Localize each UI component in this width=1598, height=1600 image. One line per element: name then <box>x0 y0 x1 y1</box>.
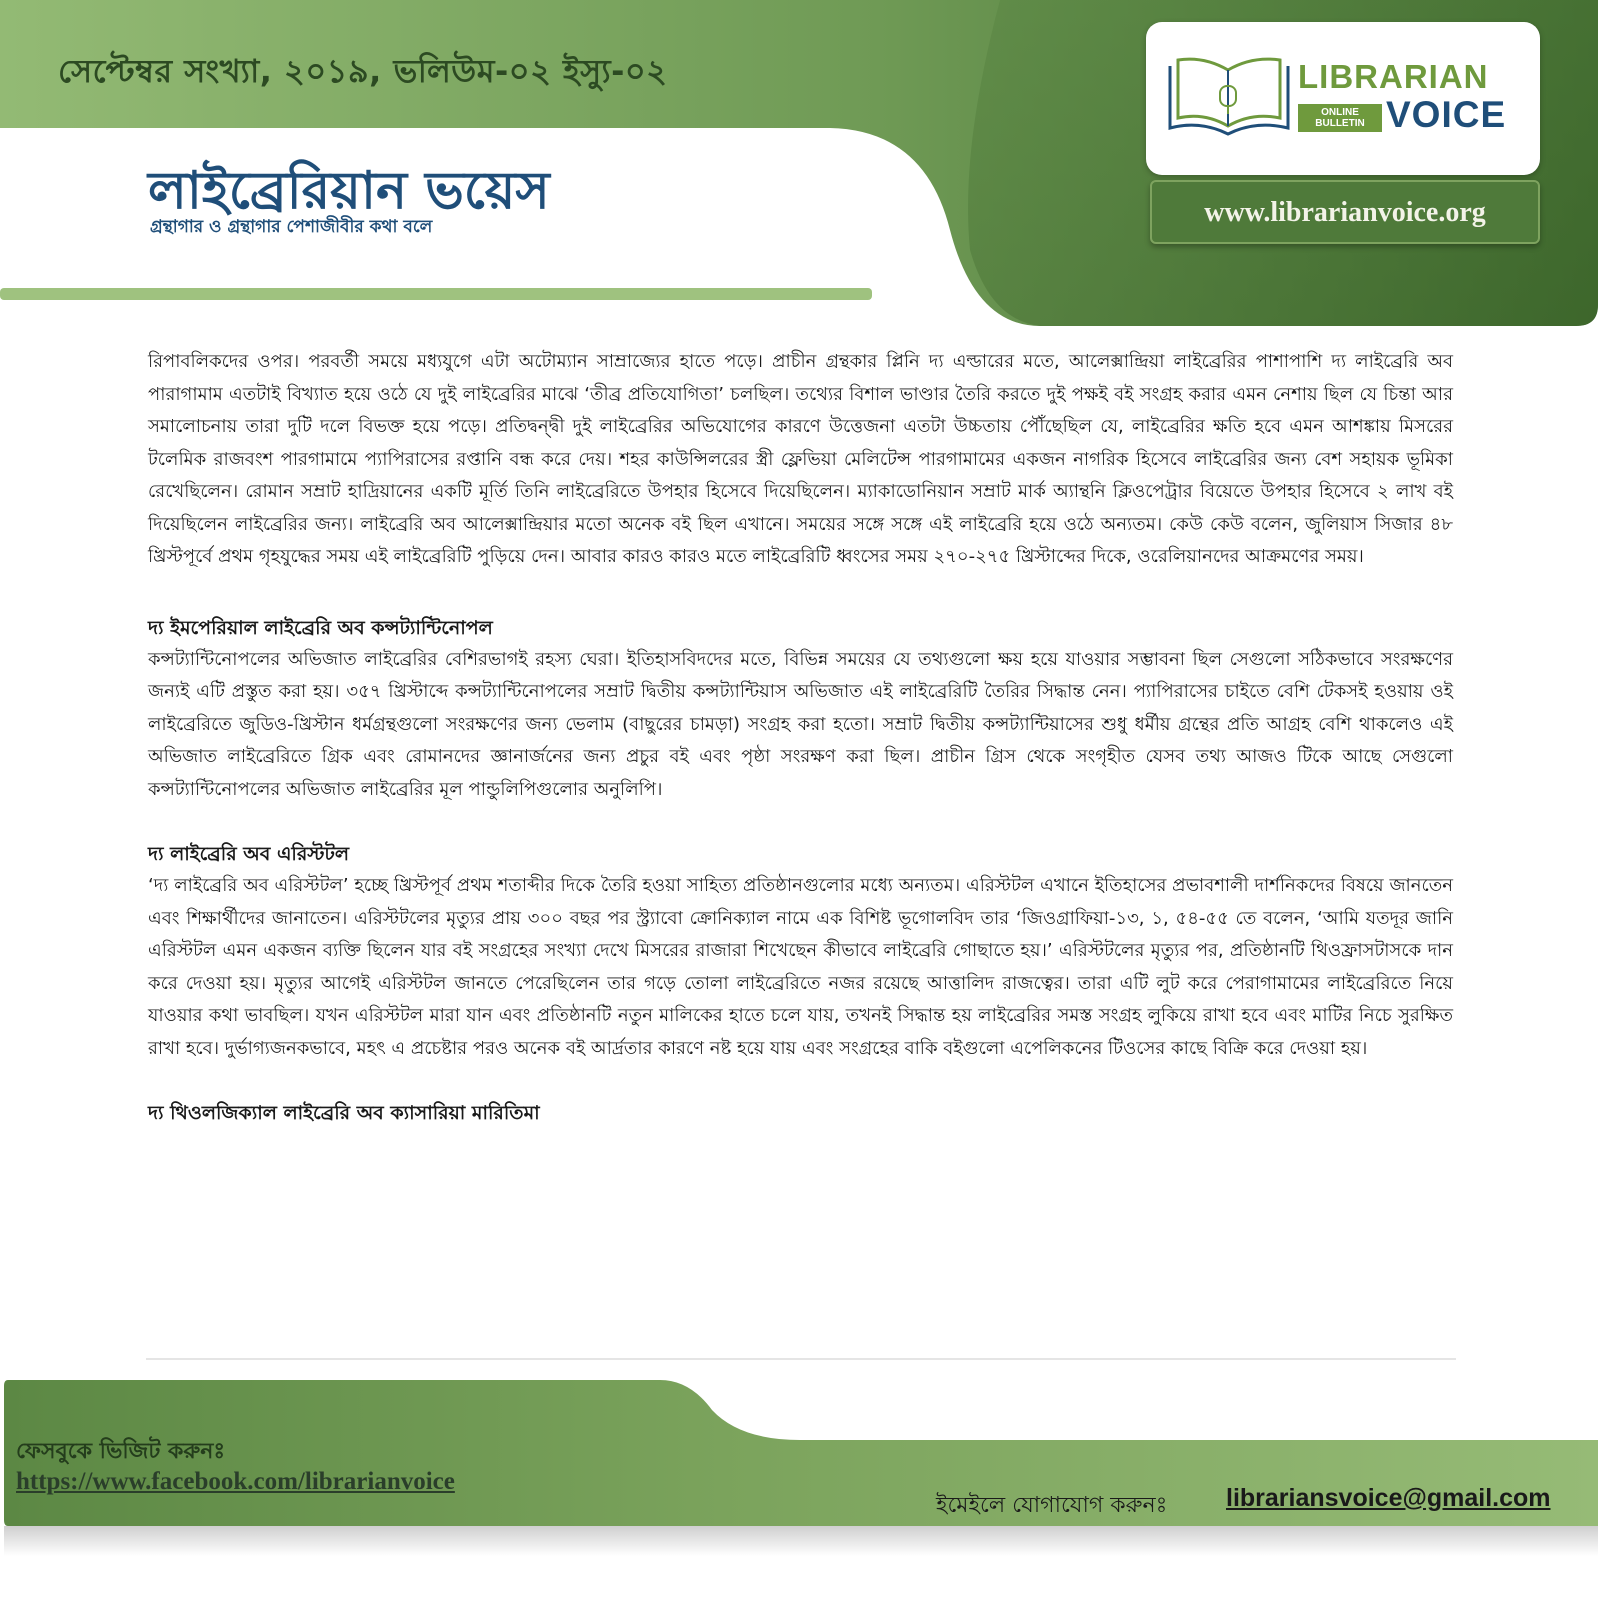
website-link[interactable]: www.librarianvoice.org <box>1204 197 1486 228</box>
email-link[interactable]: librariansvoice@gmail.com <box>1226 1484 1551 1512</box>
email-label: ইমেইলে যোগাযোগ করুনঃ <box>936 1493 1168 1518</box>
article-paragraph-3: ‘দ্য লাইব্রেরি অব এরিস্টটল’ হচ্ছে খ্রিস্টপূর্ব প্রথম শতাব্দীর দিকে তৈরি হওয়া সাহিত্য প্রতিষ্ঠানগুলোর মধ্যে অন্যতম। এরিস্টটল এখানে ইতিহাসের প্রভাবশালী দার্শনিকদের বিষয়ে জানতেন এবং শিক্ষার্থীদের জানাতেন। এরিস্টটলের মৃত্যুর প্রায় ৩০০ বছর পর স্ট্র্যাবো ক্রোনিক্যাল নামে এক বিশিষ্ট ভূগোলবিদ তার ‘জিওগ্রাফিয়া-১৩, ১, ৫৪-৫৫ তে বলেন, ‘আমি যতদূর জানি এরিস্টটল এমন একজন ব্যক্তি ছিলেন যার বই সংগ্রহের সংখ্যা দেখে মিসরের রাজারা শিখেছেন কীভাবে লাইব্রেরি গোছাতে হয়।’ এরিস্টটলের মৃত্যুর পর, প্রতিষ্ঠানটি থিওফ্রাসটাসকে দান করে দেওয়া হয়। মৃত্যুর আগেই এরিস্টটল জানতে পেরেছিলেন তার গড়ে তোলা লাইব্রেরিতে নজর রয়েছে আত্তালিদ রাজত্বের। তারা এটি লুট করে পেরাগামামের লাইব্রেরিতে নিয়ে যাওয়ার কথা ভাবছিল। যখন এরিস্টটল মারা যান এবং প্রতিষ্ঠানটি নতুন মালিকের হাতে চলে যায়, তখনই সিদ্ধান্ত হয় লাইব্রেরির সমস্ত সংগ্রহ লুকিয়ে রাখা হবে এবং মাটির নিচে সুরক্ষিত রাখা হবে। দুর্ভাগ্যজনকভাবে, মহৎ এ প্রচেষ্টার পরও অনেক বই আর্দ্রতার কারণে নষ্ট হয়ে যায় এবং সংগ্রহের বাকি বইগুলো এপেলিকনের টিওসের কাছে বিক্রি করে দেওয়া হয়। <box>148 875 1453 1059</box>
publication-tagline: গ্রন্থাগার ও গ্রন্থাগার পেশাজীবীর কথা বলে <box>150 217 433 237</box>
website-box[interactable] <box>1150 180 1540 244</box>
publication-title: লাইব্রেরিয়ান ভয়েস <box>148 161 550 221</box>
logo-word-voice: VOICE <box>1386 94 1507 135</box>
facebook-link[interactable]: https://www.facebook.com/librarianvoice <box>16 1468 455 1495</box>
open-book-icon <box>1164 52 1294 142</box>
logo-word-librarian: LIBRARIAN <box>1298 58 1489 95</box>
section-heading-constantinople: দ্য ইমপেরিয়াল লাইব্রেরি অব কন্সট্যান্টিনোপল <box>148 616 493 639</box>
section-heading-caesarea: দ্য থিওলজিক্যাল লাইব্রেরি অব ক্যাসারিয়া মারিতিমা <box>148 1102 540 1124</box>
facebook-label: ফেসবুকে ভিজিট করুনঃ <box>16 1439 226 1464</box>
issue-info: সেপ্টেম্বর সংখ্যা, ২০১৯, ভলিউম-০২ ইস্যু-০২ <box>58 52 668 90</box>
logo-badge: ONLINE BULLETIN <box>1298 104 1382 132</box>
article-paragraph-1: রিপাবলিকদের ওপর। পরবর্তী সময়ে মধ্যযুগে এটা অটোম্যান সাম্রাজ্যের হাতে পড়ে। প্রাচীন গ্রন্থকার প্লিনি দ্য এল্ডারের মতে, আলেক্সান্দ্রিয়া লাইব্রেরির পাশাপাশি দ্য লাইব্রেরি অব পারাগামাম এতটাই বিখ্যাত হয়ে ওঠে যে দুই লাইব্রেরির মাঝে ‘তীব্র প্রতিযোগিতা’ চলছিল। তথ্যের বিশাল ভাণ্ডার তৈরি করতে দুই পক্ষই বই সংগ্রহ করার এমন নেশায় ছিল যে চিন্তা আর সমালোচনায় তারা দুটি দলে বিভক্ত হয়ে পড়ে। প্রতিদ্বন্দ্বী দুই লাইব্রেরির অভিযোগের কারণে উত্তেজনা এতটা উচ্চতায় পৌঁছেছিল যে, লাইব্রেরির ক্ষতি হবে এমন আশঙ্কায় মিসরের টলেমিক রাজবংশ পারগামামে প্যাপিরাসের রপ্তানি বন্ধ করে দেয়। শহর কাউন্সিলরের স্ত্রী ফ্লেভিয়া মেলিটেন্স পারগামামের একজন নাগরিক হিসেবে লাইব্রেরির জন্য বেশ সহায়ক ভূমিকা রেখেছিলেন। রোমান সম্রাট হাদ্রিয়ানের একটি মূর্তি তিনি লাইব্রেরিতে উপহার হিসেবে দিয়েছিলেন। ম্যাকাডোনিয়ান সম্রাট মার্ক অ্যান্থনি ক্লিওপেট্রার বিয়েতে উপহার হিসেবে ২ লাখ বই দিয়েছিলেন লাইব্রেরির জন্য। লাইব্রেরি অব আলেক্সান্দ্রিয়ার মতো অনেক বই ছিল এখানে। সময়ের সঙ্গে সঙ্গে এই লাইব্রেরি হয়ে ওঠে অন্যতম। কেউ কেউ বলেন, জুলিয়াস সিজার ৪৮ খ্রিস্টপূর্বে প্রথম গৃহযুদ্ধের সময় এই লাইব্রেরিটি পুড়িয়ে দেন। আবার কারও কারও মতে লাইব্রেরিটি ধ্বংসের সময় ২৭০-২৭৫ খ্রিস্টাব্দের দিকে, ওরেলিয়ানদের আক্রমণের সময়। <box>148 351 1453 567</box>
divider <box>146 1358 1456 1360</box>
article-body <box>148 346 1453 1129</box>
librarian-voice-logo <box>1146 22 1540 175</box>
article-paragraph-2: কন্সট্যান্টিনোপলের অভিজাত লাইব্রেরির বেশিরভাগই রহস্য ঘেরা। ইতিহাসবিদদের মতে, বিভিন্ন সময়ের যে তথ্যগুলো ক্ষয় হয়ে যাওয়ার সম্ভাবনা ছিল সেগুলো সঠিকভাবে সংরক্ষণের জন্যই এটি প্রস্তুত করা হয়। ৩৫৭ খ্রিস্টাব্দে কন্সট্যান্টিনোপলের সম্রাট দ্বিতীয় কন্সট্যান্টিয়াস অভিজাত এই লাইব্রেরিটি তৈরির সিদ্ধান্ত নেন। প্যাপিরাসের চাইতে বেশি টেকসই হওয়ায় ওই লাইব্রেরিতে জুডিও-খ্রিস্টান ধর্মগ্রন্থগুলো সংরক্ষণের জন্য ভেলাম (বাছুরের চামড়া) সংগ্রহ করা হতো। সম্রাট দ্বিতীয় কন্সট্যান্টিয়াসের শুধু ধর্মীয় গ্রন্থের প্রতি আগ্রহ বেশি থাকলেও এই অভিজাত লাইব্রেরিতে গ্রিক এবং রোমানদের জ্ঞানার্জনের জন্য প্রচুর বই এবং পৃষ্ঠা সংরক্ষণ করা ছিল। প্রাচীন গ্রিস থেকে সংগৃহীত যেসব তথ্য আজও টিকে আছে সেগুলো কন্সট্যান্টিনোপলের অভিজাত লাইব্রেরির মূল পান্ডুলিপিগুলোর অনুলিপি। <box>148 648 1453 800</box>
section-heading-aristotle: দ্য লাইব্রেরি অব এরিস্টটল <box>148 843 350 865</box>
